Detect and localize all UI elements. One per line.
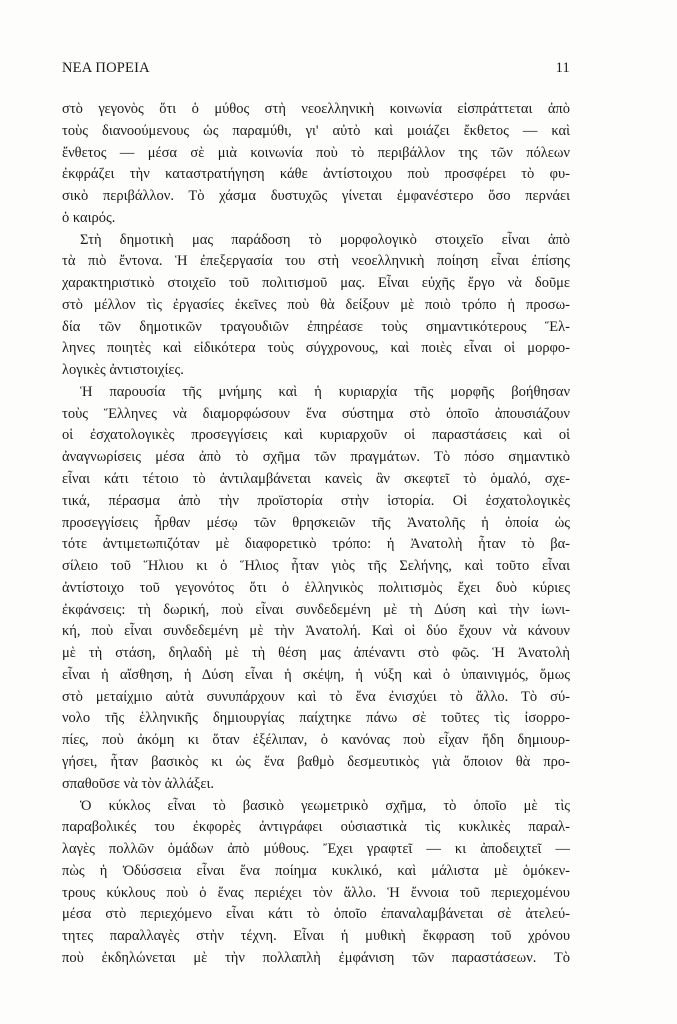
text-line: εἶναι ἡ αἴσθηση, ἡ Δύση εἶναι ἡ σκέψη, ἡ νύξη καὶ ὁ ὑπαινιγμός, ὅμως — [62, 666, 570, 683]
text-line: πίες, ποὺ ἀκόμη κι ὅταν ἐξέλιπαν, ὁ κανόνας ποὺ εἶχαν ἤδη δημιουρ- — [62, 732, 570, 749]
text-line: μέσα στὸ περιεχόμενο εἶναι κάτι τὸ ὁποῖο ἐπαναλαμβάνεται σὲ ἀτελεύ- — [62, 906, 570, 923]
text-line: ἀντίστοιχο τοῦ γεγονότος ὅτι ὁ ἑλληνικὸς πολιτισμὸς ἔχει δυὸ κύριες — [62, 579, 570, 596]
text-line: στὸ γεγονὸς ὅτι ὁ μύθος στὴ νεοελληνικὴ κοινωνία εἰσπράττεται ἀπὸ — [62, 101, 570, 117]
text-line: ληνες ποιητὲς καὶ εἰδικότερα τοὺς σύγχρονους, καὶ ποιὲς εἶναι οἱ μορφο- — [62, 340, 570, 357]
text-line: νολο τῆς ἑλληνικῆς δημιουργίας παίχτηκε πάνω σὲ τοῦτες τὶς ἰσορρο- — [62, 710, 570, 727]
text-line: τικά, πέρασμα ἀπὸ τὴν προϊστορία στὴν ἱστορία. Οἱ ἐσχατολογικὲς — [62, 492, 570, 509]
text-line: τὰ πιὸ ἔντονα. Ἡ ἐπεξεργασία του στὴ νεοελληνικὴ ποίηση εἶναι ἐπίσης — [62, 253, 570, 270]
text-line: στὸ μεταίχμιο αὐτὰ συνυπάρχουν καὶ τὸ ἕνα ἐνισχύει τὸ ἄλλο. Τὸ σύ- — [62, 688, 570, 705]
text-line: γήσει, ἦταν βασικὸς κι ὡς ἕνα βαθμὸ δεσμευτικὸς γιὰ ὅποιον θὰ προ- — [62, 753, 570, 770]
text-line: ἔνθετος — μέσα σὲ μιὰ κοινωνία ποὺ τὸ περιβάλλον της τῶν πόλεων — [62, 144, 570, 161]
text-line: Στὴ δημοτικὴ μας παράδοση τὸ μορφολογικὸ στοιχεῖο εἶναι ἀπὸ — [80, 231, 570, 248]
text-line: σικὸ περιβάλλον. Τὸ χάσμα δυστυχῶς γίνεται ἐμφανέστερο ὅσο περνάει — [62, 188, 570, 205]
text-line: πὼς ἡ Ὀδύσσεια εἶναι ἕνα ποίημα κυκλικό, καὶ μάλιστα μὲ ὁμόκεν- — [62, 862, 570, 879]
text-line: σίλειο τοῦ Ἥλιου κι ὁ Ἥλιος ἦταν γιὸς τῆς Σελήνης, καὶ τοῦτο εἶναι — [62, 558, 570, 575]
text-line: σπαθοῦσε νὰ τὸν ἀλλάξει. — [62, 775, 215, 792]
text-line: μὲ τὴ στάση, δηλαδὴ μὲ τὴ θέση μας ἀπέναντι στὸ φῶς. Ἡ Ἀνατολὴ — [62, 645, 570, 662]
text-line: λαγὲς πολλῶν ὁμάδων ἀπὸ μύθους. Ἔχει γραφτεῖ — κι ἀποδειχτεῖ — — [62, 841, 570, 858]
text-line: τητες παραλλαγὲς στὴν τέχνη. Εἶναι ἡ μυθικὴ ἔκφραση τοῦ χρόνου — [62, 928, 570, 945]
text-line: Ὁ κύκλος εἶναι τὸ βασικὸ γεωμετρικὸ σχῆμα, τὸ ὁποῖο μὲ τὶς — [80, 797, 570, 814]
text-line: ἀναγνωρίσεις μέσα ἀπὸ τὸ σχῆμα τῶν πραγμάτων. Τὸ πόσο σημαντικὸ — [62, 449, 570, 466]
text-line: τοὺς διανοούμενους ὡς παραμύθι, γι' αὐτὸ καὶ μοιάζει ἔκθετος — καὶ — [62, 122, 570, 139]
body-text — [62, 99, 570, 970]
text-line: τοὺς Ἕλληνες νὰ διαμορφώσουν ἕνα σύστημα στὸ ὁποῖο ἀπουσιάζουν — [62, 405, 570, 422]
text-line: Ἡ παρουσία τῆς μνήμης καὶ ἡ κυριαρχία τῆς μορφῆς βοήθησαν — [80, 383, 570, 400]
text-line: ὁ καιρός. — [62, 209, 116, 226]
text-line: τότε ἀντιμετωπιζόταν μὲ διαφορετικὸ τρόπο: ἡ Ἀνατολὴ ἦταν τὸ βα- — [62, 536, 570, 553]
text-line: τρους κύκλους ποὺ ὁ ἕνας περιέχει τὸν ἄλλο. Ἡ ἔννοια τοῦ περιεχομένου — [62, 884, 570, 901]
page-number: 11 — [555, 60, 570, 76]
text-line: λογικὲς ἀντιστοιχίες. — [62, 362, 184, 379]
text-line: εἶναι κάτι τέτοιο τὸ ἀντιλαμβάνεται κανεὶς ἂν σκεφτεῖ τὸ ὁμαλό, σχε- — [62, 471, 570, 488]
text-line: κή, ποὺ εἶναι συνδεδεμένη μὲ τὴν Ἀνατολή. Καὶ οἱ δύο ἔχουν νὰ κάνουν — [62, 623, 570, 640]
text-line: ἐκφράζει τὴν καταστρατήγηση κάθε ἀντίστοιχου ποὺ προσφέρει τὸ φυ- — [62, 166, 570, 183]
text-line: οἱ ἐσχατολογικὲς προσεγγίσεις καὶ κυριαρχοῦν οἱ παραστάσεις καὶ οἱ — [62, 427, 570, 444]
running-title: ΝΕΑ ΠΟΡΕΙΑ — [62, 60, 150, 76]
text-line: ποὺ ἐκδηλώνεται μὲ τὴν πολλαπλὴ ἐμφάνιση τῶν παραστάσεων. Τὸ — [62, 949, 570, 966]
text-line: στὸ μέλλον τὶς ἐργασίες ἐκεῖνες ποὺ θὰ δείξουν μὲ ποιὸ τρόπο ἡ προσω- — [62, 296, 570, 313]
text-line: χαρακτηριστικὸ στοιχεῖο τοῦ πολιτισμοῦ μας. Εἶναι εὐχῆς ἔργο νὰ δοῦμε — [62, 275, 570, 292]
text-line: δία τῶν δημοτικῶν τραγουδιῶν ἐπηρέασε τοὺς σημαντικότερους Ἕλ- — [62, 318, 570, 335]
text-line: ἐκφάνσεις: τὴ δωρική, ποὺ εἶναι συνδεδεμένη μὲ τὴ Δύση καὶ τὴν ἰωνι- — [62, 601, 570, 618]
running-header — [62, 60, 570, 80]
text-line: προσεγγίσεις ἦρθαν μέσῳ τῶν θρησκειῶν τῆς Ἀνατολῆς ἡ ὁποία ὡς — [62, 514, 570, 531]
text-line: παραβολικές του ἐκφορὲς ἀντιγράφει οὐσιαστικὰ τὶς κυκλικὲς παραλ- — [62, 819, 570, 836]
